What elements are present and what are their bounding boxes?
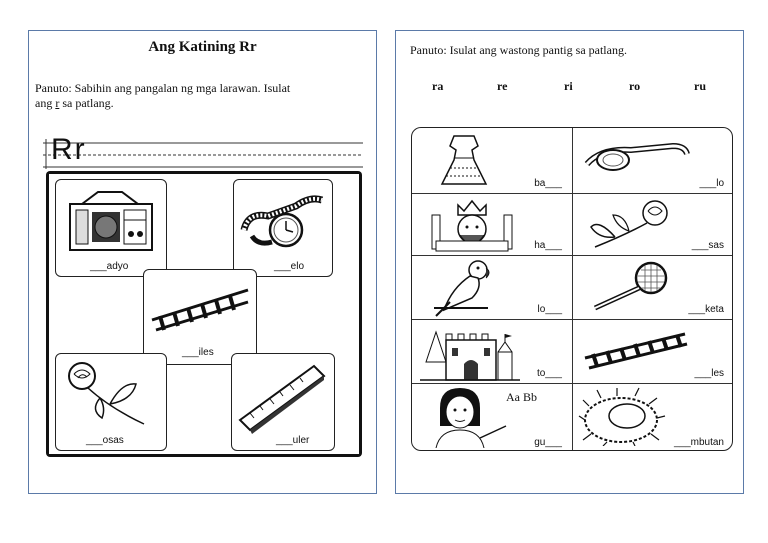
worksheet-title: Ang Katining Rr xyxy=(148,39,257,55)
grid-cell-rose xyxy=(573,194,733,256)
instruction-line1: Panuto: Sabihin ang pangalan ng mga larawan. Isulat xyxy=(35,81,291,95)
picture-grid xyxy=(411,127,733,451)
rails-icon xyxy=(581,324,691,372)
picture-card-rose xyxy=(55,353,167,451)
cell-label: ha___ xyxy=(534,240,562,251)
king-icon xyxy=(428,197,518,253)
card-label: ___elo xyxy=(274,261,305,272)
handwriting-guide xyxy=(43,133,363,169)
syllable-re: re xyxy=(497,79,508,93)
instruction-letter: r xyxy=(55,96,60,110)
cell-label: ___lo xyxy=(699,178,724,189)
rambutan-icon xyxy=(577,386,667,446)
grid-cell-castle xyxy=(412,320,573,384)
card-label: ___uler xyxy=(276,435,310,446)
grid-cell-king xyxy=(412,194,573,256)
board-letters: Aa Bb xyxy=(506,390,537,404)
worksheet-left-page xyxy=(28,30,377,494)
syllable-ru: ru xyxy=(694,79,706,93)
guide-letters: Rr xyxy=(51,133,87,166)
watch-icon xyxy=(581,134,691,178)
card-label: ___adyo xyxy=(90,261,129,272)
picture-card-rails xyxy=(143,269,257,365)
teacher-icon xyxy=(430,386,510,448)
picture-card-radio xyxy=(55,179,167,277)
racket-icon xyxy=(583,260,673,316)
grid-cell-watch xyxy=(573,128,733,194)
picture-card-watch xyxy=(233,179,333,277)
syllable-ro: ro xyxy=(629,79,641,93)
watch-icon xyxy=(238,186,328,258)
instruction-left xyxy=(35,81,370,111)
grid-cell-dress xyxy=(412,128,573,194)
castle-icon xyxy=(416,322,526,382)
dress-icon xyxy=(434,132,494,188)
cell-label: to___ xyxy=(536,368,562,379)
cell-label: ___mbutan xyxy=(673,437,724,448)
rose-icon xyxy=(60,358,160,432)
grid-cell-racket xyxy=(573,256,733,320)
syllable-ri: ri xyxy=(564,79,573,93)
card-label: ___osas xyxy=(86,435,124,446)
card-label: ___iles xyxy=(182,347,214,358)
grid-cell-rambutan xyxy=(573,384,733,451)
instruction-line2-pre: ang xyxy=(35,96,56,110)
instruction-right: Panuto: Isulat ang wastong pantig sa patlang. xyxy=(410,43,627,57)
cell-label: ___keta xyxy=(688,304,724,315)
grid-cell-rails xyxy=(573,320,733,384)
rose-icon xyxy=(585,197,675,253)
cell-label: gu___ xyxy=(534,437,562,448)
ruler-icon xyxy=(234,358,330,434)
cell-label: ___les xyxy=(694,368,724,379)
rails-icon xyxy=(148,280,252,340)
parrot-icon xyxy=(432,258,502,318)
worksheet-right-page xyxy=(395,30,744,494)
radio-icon xyxy=(62,186,162,256)
instruction-line2-post: sa patlang. xyxy=(59,96,114,110)
cell-label: lo___ xyxy=(537,304,562,315)
cell-label: ba___ xyxy=(534,178,562,189)
syllable-ra: ra xyxy=(432,79,444,93)
picture-card-ruler xyxy=(231,353,335,451)
grid-cell-teacher xyxy=(412,384,573,451)
cell-label: ___sas xyxy=(691,240,724,251)
grid-cell-parrot xyxy=(412,256,573,320)
